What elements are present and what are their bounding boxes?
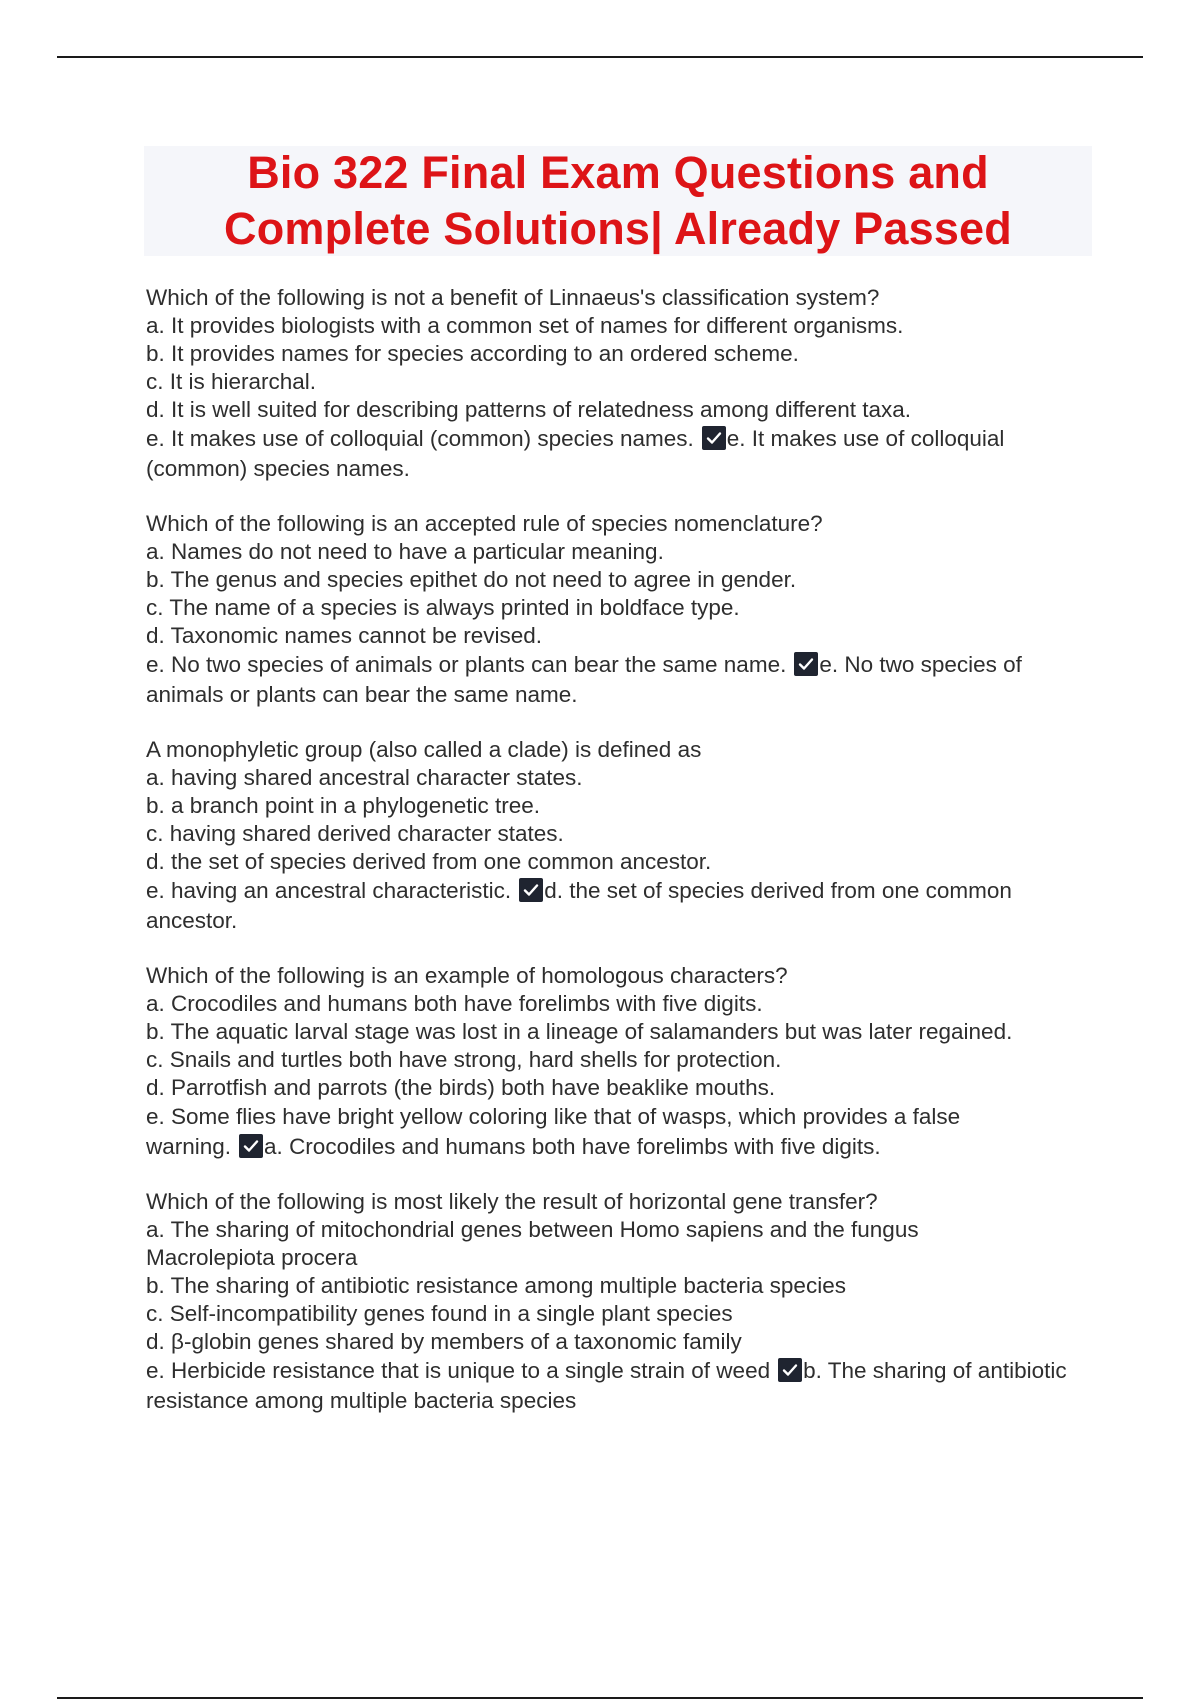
question-1 [146, 284, 1096, 484]
option-b: b. It provides names for species according to an ordered scheme. [146, 341, 799, 366]
option-b: b. The aquatic larval stage was lost in a lineage of salamanders but was later regained. [146, 1019, 1013, 1044]
option-a: a. Names do not need to have a particular meaning. [146, 539, 664, 564]
option-c: c. Self-incompatibility genes found in a single plant species [146, 1301, 733, 1326]
option-a: a. having shared ancestral character states. [146, 765, 583, 790]
bottom-rule [57, 1697, 1143, 1699]
option-a: a. Crocodiles and humans both have forelimbs with five digits. [146, 991, 763, 1016]
question-stem: Which of the following is most likely the result of horizontal gene transfer? [146, 1189, 878, 1214]
question-stem: A monophyletic group (also called a clade) is defined as [146, 737, 702, 762]
question-4 [146, 962, 1096, 1162]
checkmark-icon [794, 652, 818, 676]
option-d: d. the set of species derived from one common ancestor. [146, 849, 712, 874]
checkmark-icon [239, 1134, 263, 1158]
option-e: e. having an ancestral characteristic. [146, 878, 512, 903]
option-e: e. Herbicide resistance that is unique to a single strain of weed [146, 1358, 771, 1383]
title-line-1: Bio 322 Final Exam Questions and [247, 147, 989, 198]
question-3 [146, 736, 1096, 936]
question-stem: Which of the following is an example of homologous characters? [146, 963, 788, 988]
option-d: d. Taxonomic names cannot be revised. [146, 623, 543, 648]
option-e-with-answer [146, 1356, 1076, 1416]
option-e: e. No two species of animals or plants can bear the same name. [146, 652, 787, 677]
option-e: e. It makes use of colloquial (common) species names. [146, 426, 694, 451]
title-line-2: Complete Solutions| Already Passed [224, 203, 1012, 254]
option-c: c. having shared derived character states. [146, 821, 564, 846]
option-b: b. a branch point in a phylogenetic tree. [146, 793, 541, 818]
option-d: d. Parrotfish and parrots (the birds) both have beaklike mouths. [146, 1075, 776, 1100]
title-banner [144, 146, 1092, 256]
top-rule [57, 56, 1143, 58]
questions-list [146, 284, 1096, 1442]
checkmark-icon [519, 878, 543, 902]
checkmark-icon [778, 1358, 802, 1382]
option-e-with-answer [146, 1102, 1046, 1162]
option-a: a. It provides biologists with a common set of names for different organisms. [146, 313, 904, 338]
option-c: c. The name of a species is always printed in boldface type. [146, 595, 740, 620]
answer: a. Crocodiles and humans both have forelimbs with five digits. [264, 1134, 881, 1159]
question-stem: Which of the following is not a benefit of Linnaeus's classification system? [146, 285, 880, 310]
option-d: d. It is well suited for describing patterns of relatedness among different taxa. [146, 397, 911, 422]
answer: d. the set of species derived from one common ancestor. [146, 878, 1012, 933]
option-e-with-answer [146, 424, 1076, 484]
question-stem: Which of the following is an accepted rule of species nomenclature? [146, 511, 823, 536]
option-c: c. It is hierarchal. [146, 369, 317, 394]
option-e-with-answer [146, 650, 1076, 710]
option-a: a. The sharing of mitochondrial genes between Homo sapiens and the fungus Macrolepiota procera [146, 1217, 919, 1270]
option-b: b. The genus and species epithet do not need to agree in gender. [146, 567, 797, 592]
option-d: d. β-globin genes shared by members of a taxonomic family [146, 1329, 742, 1354]
answer: e. No two species of animals or plants can bear the same name. [146, 652, 1022, 707]
question-2 [146, 510, 1096, 710]
option-e: e. Some flies have bright yellow coloring like that of wasps, which provides a false warning. [146, 1104, 961, 1159]
option-e-with-answer [146, 876, 1086, 936]
option-c: c. Snails and turtles both have strong, hard shells for protection. [146, 1047, 782, 1072]
answer: e. It makes use of colloquial (common) species names. [146, 426, 1005, 481]
answer: b. The sharing of antibiotic resistance among multiple bacteria species [146, 1358, 1067, 1413]
checkmark-icon [702, 426, 726, 450]
option-b: b. The sharing of antibiotic resistance among multiple bacteria species [146, 1273, 846, 1298]
question-5 [146, 1188, 1096, 1416]
